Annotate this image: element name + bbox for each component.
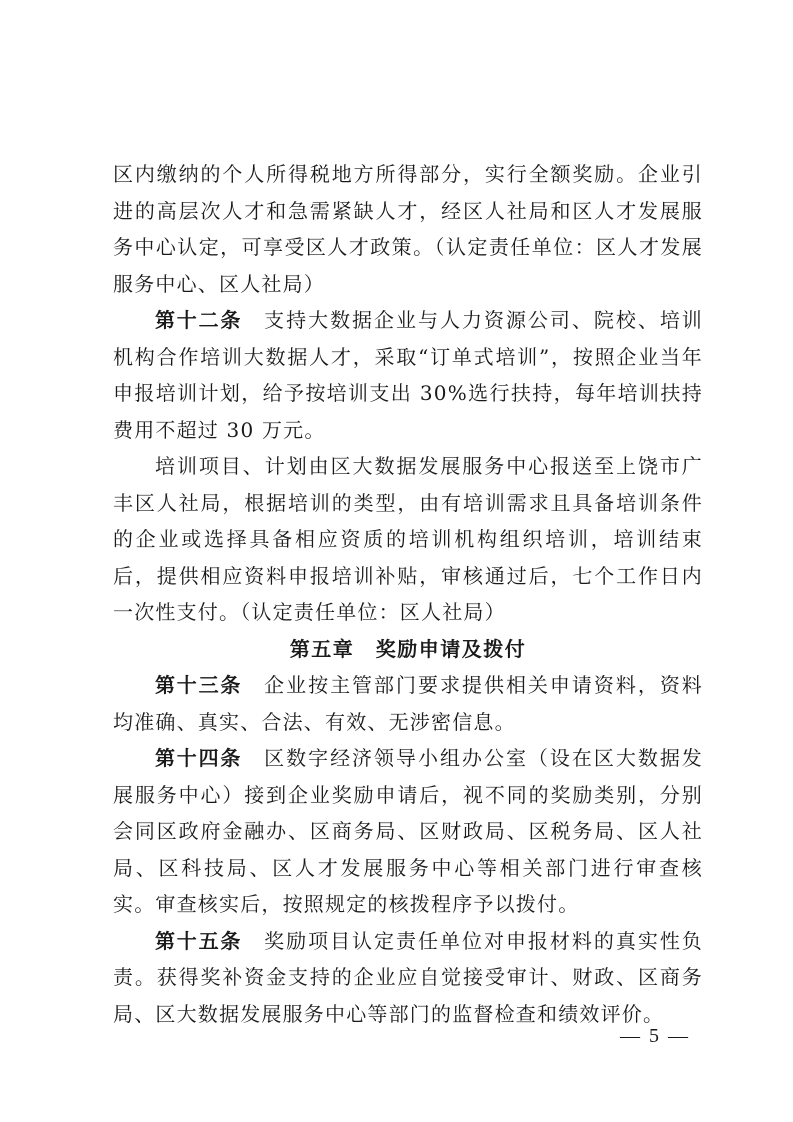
- page-number: — 5 —: [620, 1025, 690, 1047]
- article-label: 第十三条: [155, 673, 243, 697]
- article-label: 第十四条: [155, 746, 243, 770]
- chapter-heading: 第五章 奖励申请及拨付: [289, 636, 527, 661]
- article-15: [113, 923, 703, 1033]
- article-12: [113, 302, 703, 448]
- article-14: [113, 740, 703, 923]
- article-label: 第十五条: [155, 928, 243, 953]
- article-text: 企业按主管部门要求提供相关申请资料，资料均准确、真实、合法、有效、无涉密信息。: [113, 673, 704, 734]
- paragraph-text: 区内缴纳的个人所得税地方所得部分，实行全额奖励。企业引进的高层次人才和急需紧缺人才，经区人社局和区人才发展服务中心认定，可享受区人才政策。（认定责任单位：区人才发展服务中心、区人社局）: [113, 162, 703, 296]
- article-text: 奖励项目认定责任单位对申报材料的真实性负责。获得奖补资金支持的企业应自觉接受审计、财政、区商务局、区大数据发展服务中心等部门的监督检查和绩效评价。: [113, 928, 704, 1026]
- paragraph-continued: [113, 156, 703, 302]
- paragraph-training-items: [113, 448, 703, 631]
- article-text: 区数字经济领导小组办公室（设在区大数据发展服务中心）接到企业奖励申请后，视不同的奖励类别，分别会同区政府金融办、区商务局、区财政局、区税务局、区人社局、区科技局、区人才发展服务中心等相关部门进行审查核实。审查核实后，按照规定的核拨程序予以拨付。: [113, 746, 704, 916]
- article-text: 支持大数据企业与人力资源公司、院校、培训机构合作培训大数据人才，采取“订单式培训”，按照企业当年申报培训计划，给予按培训支出 30%选行扶持，每年培训扶持费用不超过 30 万元。: [113, 308, 704, 442]
- article-13: [113, 667, 703, 740]
- article-label: 第十二条: [155, 308, 243, 332]
- page-body: [113, 156, 703, 1032]
- paragraph-text: 培训项目、计划由区大数据发展服务中心报送至上饶市广丰区人社局，根据培训的类型，由有培训需求且具备培训条件的企业或选择具备相应资质的培训机构组织培训，培训结束后，提供相应资料申报培训补贴，审核通过后，七个工作日内一次性支付。（认定责任单位：区人社局）: [113, 454, 703, 624]
